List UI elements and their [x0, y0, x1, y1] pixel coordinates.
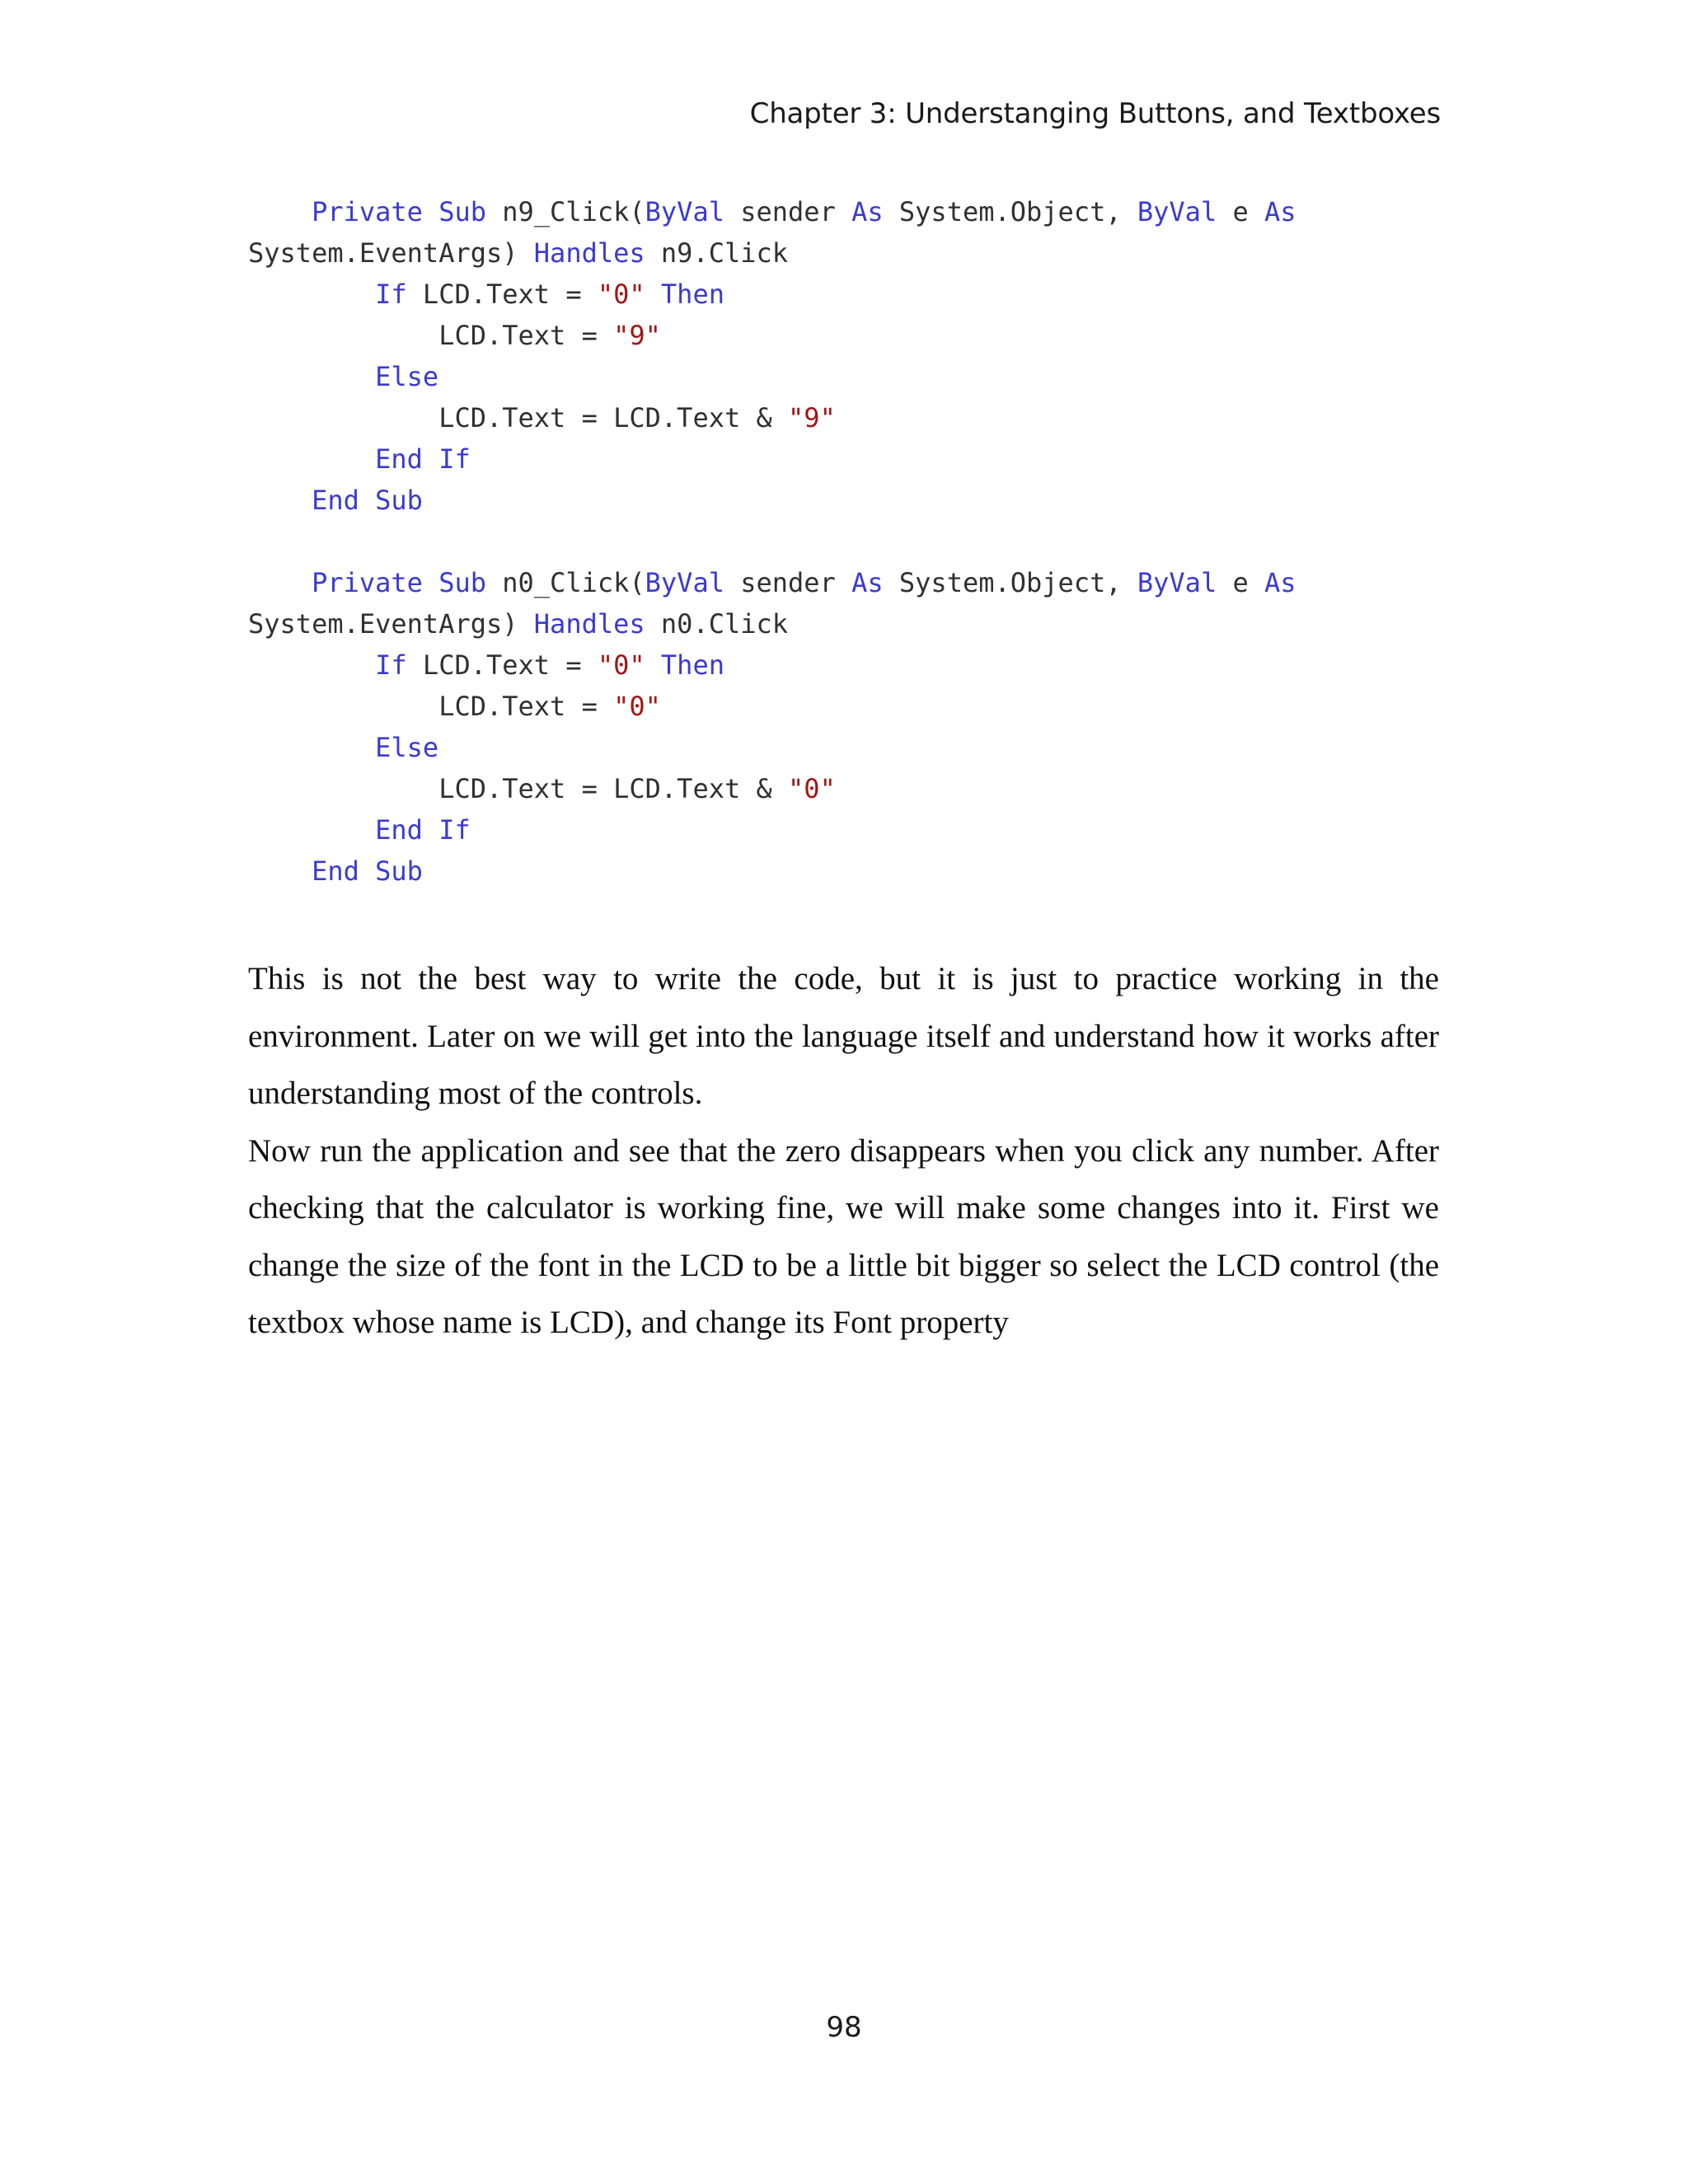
code-text: System.EventArgs) — [248, 237, 534, 269]
code-keyword: Handles — [533, 608, 645, 640]
code-keyword: End — [375, 814, 423, 846]
code-string: "0" — [613, 691, 661, 722]
code-keyword: Else — [375, 732, 439, 763]
running-header: Chapter 3: Understanging Buttons, and Textboxes — [749, 97, 1441, 130]
code-keyword: ByVal — [645, 196, 724, 227]
code-text — [248, 855, 312, 887]
code-text: n0.Click — [645, 608, 789, 640]
code-keyword: Handles — [533, 237, 645, 269]
code-text: n0_Click( — [485, 567, 645, 598]
code-keyword: End — [375, 443, 423, 475]
code-text: e — [1217, 567, 1264, 598]
code-text: n9_Click( — [485, 196, 645, 227]
code-line — [248, 562, 1443, 603]
code-keyword: End — [312, 485, 359, 516]
code-text — [248, 279, 375, 310]
code-string: "9" — [788, 402, 836, 434]
code-keyword: As — [1264, 567, 1296, 598]
code-text — [248, 443, 375, 475]
code-string: "0" — [597, 649, 645, 681]
page-number: 98 — [826, 2011, 862, 2044]
code-text — [359, 855, 375, 887]
code-text: LCD.Text = — [406, 649, 598, 681]
body-text — [248, 950, 1439, 1352]
code-text — [423, 196, 438, 227]
code-line — [248, 686, 1443, 727]
code-text: System.EventArgs) — [248, 608, 534, 640]
code-text: sender — [724, 567, 852, 598]
code-text: LCD.Text = — [248, 691, 614, 722]
code-keyword: If — [438, 443, 471, 475]
code-text — [248, 361, 375, 392]
code-text — [248, 196, 312, 227]
code-keyword: Sub — [438, 196, 486, 227]
code-keyword: If — [375, 279, 407, 310]
code-text — [248, 814, 375, 846]
code-text — [423, 443, 438, 475]
code-string: "9" — [613, 320, 661, 351]
code-text — [645, 649, 661, 681]
code-keyword: If — [375, 649, 407, 681]
code-keyword: Sub — [375, 485, 423, 516]
code-text — [248, 485, 312, 516]
code-listing — [248, 191, 1443, 892]
code-keyword: As — [851, 196, 884, 227]
code-line — [248, 438, 1443, 480]
code-text: e — [1217, 196, 1264, 227]
code-line — [248, 851, 1443, 892]
code-text — [423, 567, 438, 598]
code-line — [248, 809, 1443, 851]
code-string: "0" — [788, 773, 836, 804]
code-keyword: Private — [312, 196, 423, 227]
code-text: LCD.Text = — [248, 320, 614, 351]
code-text: System.Object, — [883, 567, 1137, 598]
code-line — [248, 644, 1443, 686]
code-line — [248, 521, 1443, 562]
code-text: LCD.Text = LCD.Text & — [248, 402, 789, 434]
code-text: LCD.Text = — [406, 279, 598, 310]
code-line — [248, 768, 1443, 809]
code-line — [248, 480, 1443, 521]
code-keyword: Private — [312, 567, 423, 598]
code-keyword: ByVal — [1137, 567, 1217, 598]
code-text — [248, 732, 375, 763]
code-keyword: ByVal — [645, 567, 724, 598]
code-string: "0" — [597, 279, 645, 310]
code-keyword: End — [312, 855, 359, 887]
code-text — [423, 814, 438, 846]
paragraph-run-application: Now run the application and see that the zero disappears when you click any number. After checking that the calculator is working fine, we will make some changes into it. First we change the size of the font in the LCD to be a little bit bigger so select the LCD control (the textbox whose name is LCD), and change its Font property — [248, 1132, 1439, 1340]
paragraph-intro: This is not the best way to write the code, but it is just to practice working in the environment. Later on we will get into the language itself and understand how it works after understanding most of the controls. — [248, 961, 1439, 1111]
code-text: sender — [724, 196, 852, 227]
code-keyword: ByVal — [1137, 196, 1217, 227]
code-keyword: As — [1264, 196, 1296, 227]
code-line — [248, 191, 1443, 232]
code-keyword: Sub — [375, 855, 423, 887]
code-line — [248, 356, 1443, 397]
code-text: LCD.Text = LCD.Text & — [248, 773, 789, 804]
code-text — [248, 567, 312, 598]
code-line — [248, 727, 1443, 768]
code-keyword: Else — [375, 361, 439, 392]
code-keyword: Then — [660, 649, 724, 681]
code-line — [248, 232, 1443, 274]
code-line — [248, 397, 1443, 438]
code-keyword: Sub — [438, 567, 486, 598]
code-keyword: Then — [660, 279, 724, 310]
code-text: n9.Click — [645, 237, 789, 269]
code-keyword: As — [851, 567, 884, 598]
code-text — [248, 649, 375, 681]
code-keyword: If — [438, 814, 471, 846]
code-line — [248, 603, 1443, 644]
code-text: System.Object, — [883, 196, 1137, 227]
code-line — [248, 315, 1443, 356]
code-line — [248, 274, 1443, 315]
code-text — [645, 279, 661, 310]
code-text — [359, 485, 375, 516]
